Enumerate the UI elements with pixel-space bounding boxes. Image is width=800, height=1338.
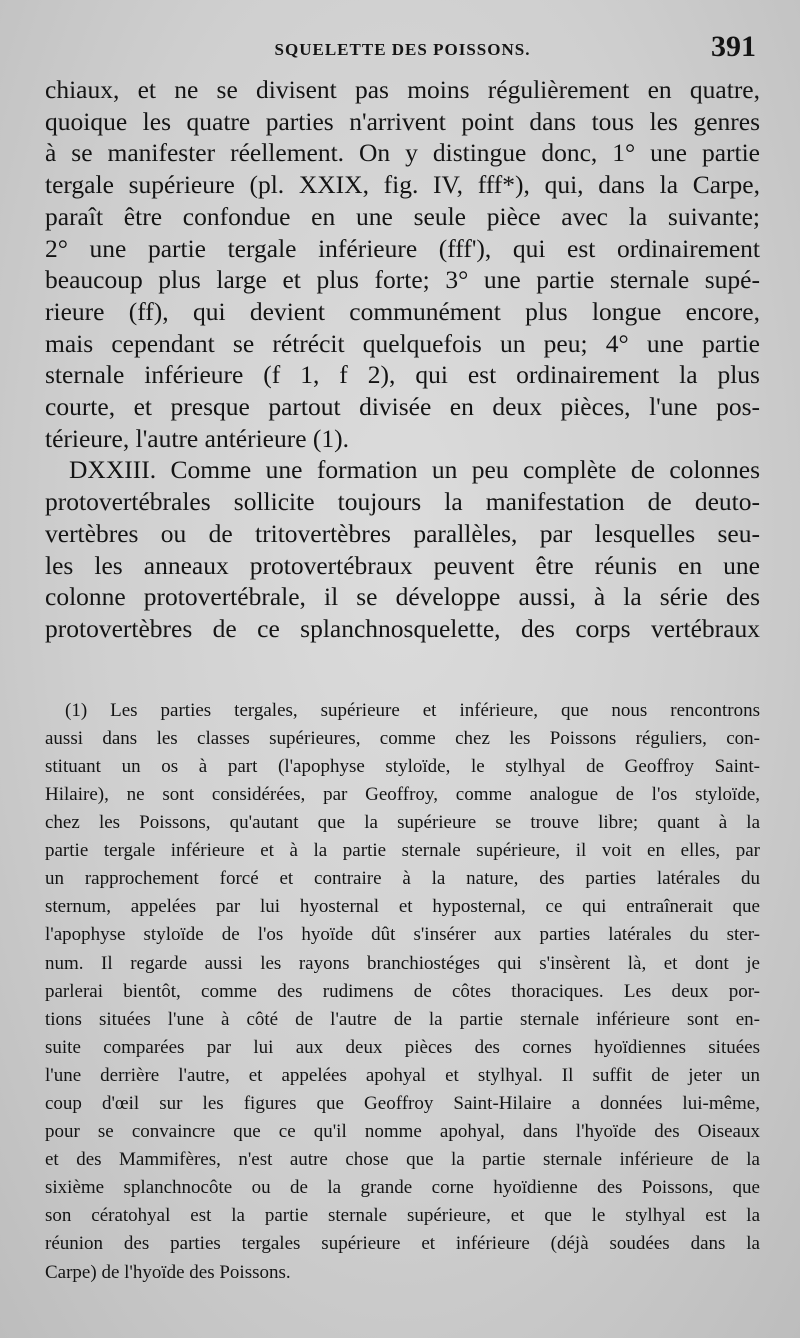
main-text	[45, 74, 760, 645]
footnote-line: parlerai bientôt, comme des rudimens de côtes thoraciques. Les deux por-	[45, 980, 760, 1002]
footnote-line: coup d'œil sur les figures que Geoffroy Saint-Hilaire a données lui-même,	[45, 1092, 760, 1114]
text-line: mais cependant se rétrécit quelquefois un peu; 4° une partie	[45, 328, 760, 358]
footnote	[45, 697, 760, 1287]
paragraph-continuation	[45, 74, 760, 454]
footnote-line: Carpe) de l'hyoïde des Poissons.	[45, 1261, 291, 1283]
text-line: les les anneaux protovertébraux peuvent être réunis en une	[45, 550, 760, 580]
footnote-line: partie tergale inférieure et à la partie sternale supérieure, il voit en elles, par	[45, 840, 760, 862]
text-line: vertèbres ou de tritovertèbres parallèles, par lesquelles seu-	[45, 518, 760, 548]
text-line: paraît être confondue en une seule pièce avec la suivante;	[45, 201, 760, 231]
text-line: quoique les quatre parties n'arrivent point dans tous les genres	[45, 106, 760, 136]
running-head: SQUELETTE DES POISSONS.	[274, 40, 531, 59]
text-line: courte, et presque partout divisée en deux pièces, l'une pos-	[45, 392, 760, 422]
text-line: chiaux, et ne se divisent pas moins régulièrement en quatre,	[45, 75, 760, 104]
footnote-line: tions situées l'une à côté de l'autre de la partie sternale inférieure sont en-	[45, 1008, 760, 1030]
text-line: colonne protovertébrale, il se développe aussi, à la série des	[45, 582, 760, 612]
footnote-line: réunion des parties tergales supérieure et inférieure (déjà soudées dans la	[45, 1233, 760, 1255]
footnote-line: un rapprochement forcé et contraire à la nature, des parties latérales du	[45, 868, 760, 890]
footnote-line: l'apophyse styloïde de l'os hyoïde dût s'insérer aux parties latérales du ster-	[45, 924, 760, 946]
text-line: tergale supérieure (pl. XXIX, fig. IV, fff*), qui, dans la Carpe,	[45, 170, 760, 200]
footnote-line: suite comparées par lui aux deux pièces des cornes hyoïdiennes situées	[45, 1036, 760, 1058]
footnote-line: sixième splanchnocôte ou de la grande corne hyoïdienne des Poissons, que	[45, 1177, 760, 1199]
footnote-line: sternum, appelées par lui hyosternal et hyposternal, ce qui entraînerait que	[45, 896, 760, 918]
text-line: rieure (ff), qui devient communément plus longue encore,	[45, 296, 760, 326]
text-line: DXXIII. Comme une formation un peu complète de colonnes	[69, 455, 760, 485]
footnote-line: et des Mammifères, n'est autre chose que la partie sternale inférieure de la	[45, 1149, 760, 1171]
text-line: protovertébrales sollicite toujours la manifestation de deuto-	[45, 487, 760, 517]
footnote-line: Hilaire), ne sont considérées, par Geoffroy, comme analogue de l'os styloïde,	[45, 783, 760, 805]
footnote-line: l'une derrière l'autre, et appelées apohyal et stylhyal. Il suffit de jeter un	[45, 1064, 760, 1086]
footnote-line: chez les Poissons, qu'autant que la supérieure se trouve libre; quant à la	[45, 812, 760, 834]
footnote-line: num. Il regarde aussi les rayons branchiostéges qui s'insèrent là, et dont je	[45, 952, 760, 974]
paragraph-dxxiii	[45, 454, 760, 644]
page-header	[45, 30, 760, 74]
text-line: protovertèbres de ce splanchnosquelette, des corps vertébraux	[45, 613, 760, 643]
footnote-line: pour se convaincre que ce qu'il nomme apohyal, dans l'hyoïde des Oiseaux	[45, 1121, 760, 1143]
page-number: 391	[711, 30, 756, 63]
footnote-line: stituant un os à part (l'apophyse styloïde, le stylhyal de Geoffroy Saint-	[45, 755, 760, 777]
footnote-line: aussi dans les classes supérieures, comme chez les Poissons réguliers, con-	[45, 727, 760, 749]
text-line: beaucoup plus large et plus forte; 3° une partie sternale supé-	[45, 265, 760, 295]
text-line: 2° une partie tergale inférieure (fff'), qui est ordinairement	[45, 233, 760, 263]
text-line: térieure, l'autre antérieure (1).	[45, 423, 350, 453]
text-line: sternale inférieure (f 1, f 2), qui est ordinairement la plus	[45, 360, 760, 390]
footnote-line: son cératohyal est la partie sternale supérieure, et que le stylhyal est la	[45, 1205, 760, 1227]
text-line: à se manifester réellement. On y distingue donc, 1° une partie	[45, 138, 760, 168]
footnote-line: (1) Les parties tergales, supérieure et inférieure, que nous rencontrons	[65, 699, 760, 721]
